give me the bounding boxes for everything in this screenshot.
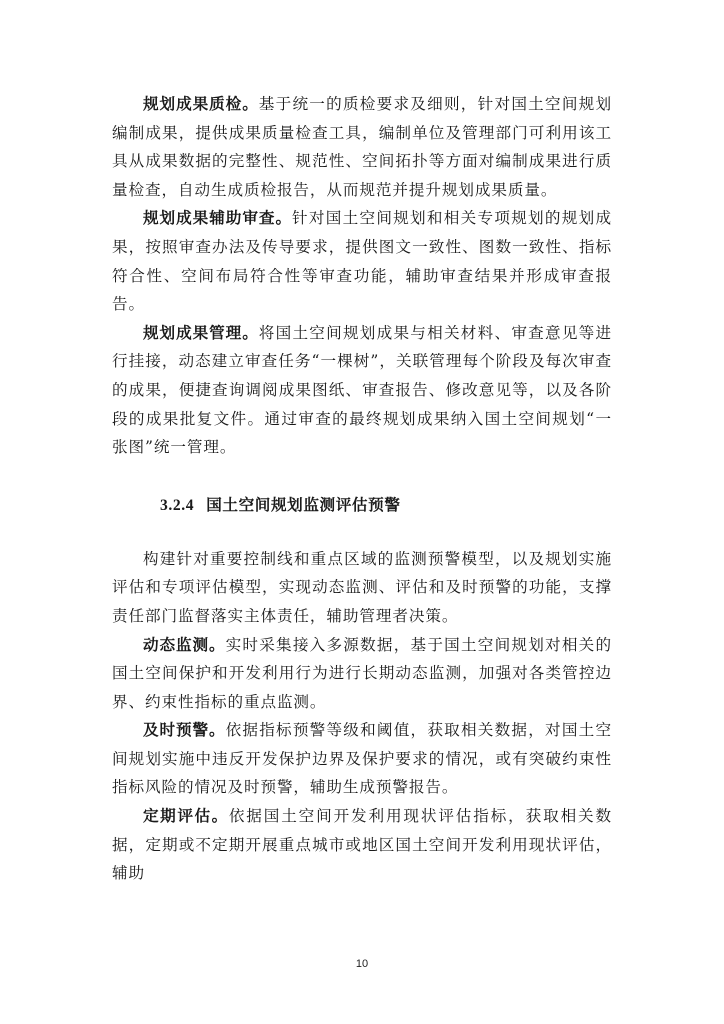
paragraph-timely-warning (112, 716, 612, 802)
paragraph-text: 将国土空间规划成果与相关材料、审查意见等进行挂接，动态建立审查任务“一棵树”，关联管理每个阶段及每次审查的成果，便捷查询调阅成果图纸、审查报告、修改意见等，以及各阶段的成果批复文件。通过审查的最终规划成果纳入国土空间规划“一张图”统一管理。 (112, 323, 612, 457)
paragraph-text: 依据国土空间开发利用现状评估指标，获取相关数据，定期或不定期开展重点城市或地区国土空间开发利用现状评估，辅助 (112, 807, 612, 883)
paragraph-dynamic-monitoring (112, 631, 612, 717)
paragraph-intro (112, 545, 612, 631)
paragraph-lead: 规划成果质检。 (143, 95, 259, 113)
paragraph-lead: 动态监测。 (143, 635, 226, 654)
paragraph-lead: 规划成果管理。 (143, 323, 259, 342)
section-number: 3.2.4 (160, 496, 195, 514)
section-heading (112, 492, 612, 519)
paragraph-quality-check (112, 90, 612, 204)
paragraph-lead: 及时预警。 (143, 721, 226, 740)
paragraph-text: 构建针对重要控制线和重点区域的监测预警模型，以及规划实施评估和专项评估模型，实现动态监测、评估和及时预警的功能，支撑责任部门监督落实主体责任，辅助管理者决策。 (112, 549, 612, 625)
paragraph-text: 依据指标预警等级和阈值，获取相关数据，对国土空间规划实施中违反开发保护边界及保护要求的情况，或有突破约束性指标风险的情况及时预警，辅助生成预警报告。 (112, 721, 612, 797)
section-title: 国土空间规划监测评估预警 (206, 495, 401, 514)
paragraph-lead: 规划成果辅助审查。 (143, 209, 293, 228)
paragraph-periodic-evaluation (112, 802, 612, 888)
paragraph-text: 针对国土空间规划和相关专项规划的规划成果，按照审查办法及传导要求，提供图文一致性、图数一致性、指标符合性、空间布局符合性等审查功能，辅助审查结果并形成审查报告。 (112, 209, 612, 314)
document-page (112, 90, 612, 888)
paragraph-text: 基于统一的质检要求及细则，针对国土空间规划编制成果，提供成果质量检查工具，编制单位及管理部门可利用该工具从成果数据的完整性、规范性、空间拓扑等方面对编制成果进行质量检查，自动生成质检报告，从而规范并提升规划成果质量。 (112, 95, 612, 199)
paragraph-lead: 定期评估。 (143, 807, 229, 826)
page-number: 10 (355, 958, 369, 970)
paragraph-results-management (112, 319, 612, 462)
paragraph-assisted-review (112, 204, 612, 318)
paragraph-text: 实时采集接入多源数据，基于国土空间规划对相关的国土空间保护和开发利用行为进行长期动态监测，加强对各类管控边界、约束性指标的重点监测。 (112, 635, 612, 711)
